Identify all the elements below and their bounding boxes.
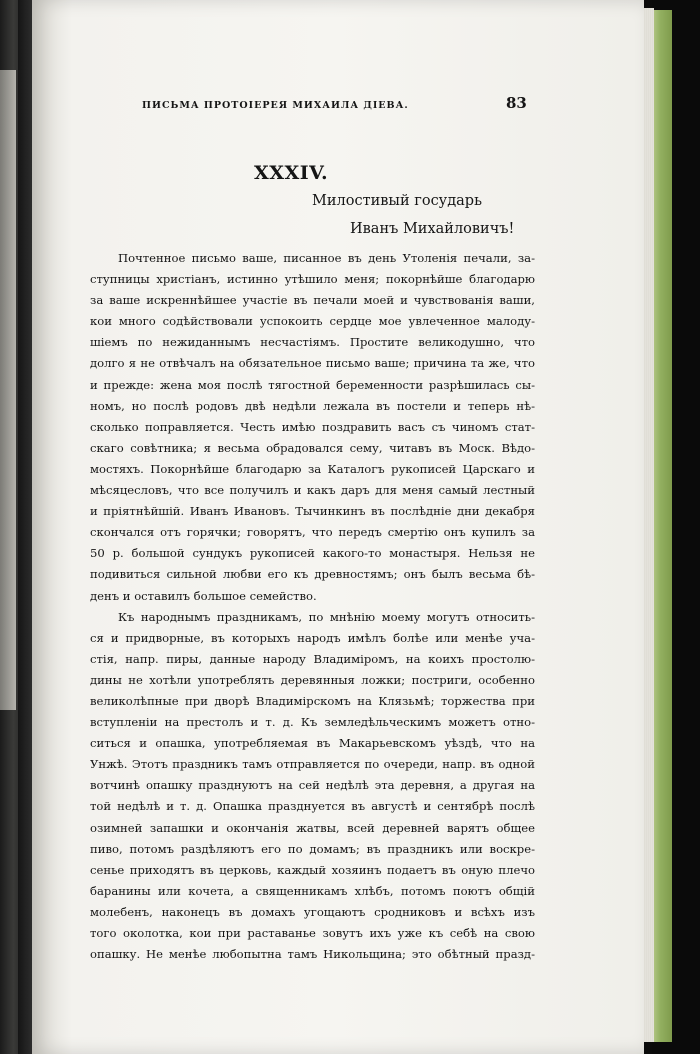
text-line: мѣсяцесловъ, что все получилъ и какъ даръ для меня самый лестный xyxy=(90,483,535,498)
text-line: ступницы христіанъ, истинно утѣшило меня; покорнѣйше благодарю xyxy=(90,272,535,287)
left-page-strip xyxy=(0,70,16,710)
text-line: вотчинѣ опашку празднуютъ на сей недѣлѣ эта деревня, а другая на xyxy=(90,778,535,793)
text-line: той недѣлѣ и т. д. Опашка празднуется въ августѣ и сентябрѣ послѣ xyxy=(90,799,535,814)
text-line: пиво, потомъ раздѣляютъ его по домамъ; въ праздникъ или воскре- xyxy=(90,841,535,856)
text-line: сколько поправляется. Честь имѣю поздравить васъ съ чиномъ стат- xyxy=(90,419,535,434)
text-line: скаго совѣтника; я весьма обрадовался сему, читавъ въ Моск. Вѣдо- xyxy=(90,440,535,455)
salutation-line-1: Милостивый государь xyxy=(312,193,482,209)
text-line: ситься и опашка, употребляемая въ Макарьевскомъ уѣздѣ, что на xyxy=(90,736,535,751)
text-line: вступленіи на престолъ и т. д. Къ земледѣльческимъ можетъ отно- xyxy=(90,715,535,730)
text-line: ся и придворные, въ которыхъ народъ имѣлъ болѣе или менѣе уча- xyxy=(90,630,535,645)
text-line: озимней запашки и окончанія жатвы, всей деревней варятъ общее xyxy=(90,820,535,835)
text-line: великолѣпные при дворѣ Владимірскомъ на Клязьмѣ; торжества при xyxy=(90,693,535,708)
text-line: Унжѣ. Этотъ праздникъ тамъ отправляется по очереди, напр. въ одной xyxy=(90,757,535,772)
text-line: денъ и оставилъ большое семейство. xyxy=(90,588,317,603)
text-line: за ваше искреннѣйшее участіе въ печали моей и чувствованія ваши, xyxy=(90,293,535,308)
running-head: ПИСЬМА ПРОТОІЕРЕЯ МИХАИЛА ДІЕВА. xyxy=(142,100,409,111)
book-page xyxy=(32,0,644,1054)
book-gutter xyxy=(18,0,32,1054)
text-line: и пріятнѣйшій. Иванъ Ивановъ. Тычинкинъ въ послѣдніе дни декабря xyxy=(90,504,535,519)
text-line: молебенъ, наконецъ въ домахъ угощаютъ сродниковъ и всѣхъ изъ xyxy=(90,904,535,919)
text-line: стія, напр. пиры, данные народу Владиміромъ, на коихъ простолю- xyxy=(90,651,535,666)
text-line: скончался отъ горячки; говорятъ, что передъ смертію онъ купилъ за xyxy=(90,525,535,540)
text-line: дины не хотѣли употреблять деревянныя ложки; постриги, особенно xyxy=(90,672,535,687)
body-text xyxy=(90,248,535,965)
letter-heading: XXXIV. xyxy=(254,162,329,184)
text-line: баранины или кочета, а священникамъ хлѣбъ, потомъ поютъ общій xyxy=(90,883,535,898)
text-line: номъ, но послѣ родовъ двѣ недѣли лежала въ постели и теперь нѣ- xyxy=(90,398,535,413)
salutation-line-2: Иванъ Михайловичъ! xyxy=(350,221,515,237)
text-line: подивиться сильной любви его къ древностямъ; онъ былъ весьма бѣ- xyxy=(90,567,535,582)
text-line: шіемъ по нежиданнымъ несчастіямъ. Простите великодушно, что xyxy=(90,335,535,350)
text-line: сенье приходятъ въ церковь, каждый хозяинъ подаетъ въ оную плечо xyxy=(90,862,535,877)
text-line: и прежде: жена моя послѣ тягостной беременности разрѣшилась сы- xyxy=(90,377,535,392)
text-line: Почтенное письмо ваше, писанное въ день Утоленія печали, за- xyxy=(118,251,535,265)
text-line: того околотка, кои при раставанье зовутъ ихъ уже къ себѣ на свою xyxy=(90,926,535,940)
text-line: долго я не отвѣчалъ на обязательное письмо ваше; причина та же, что xyxy=(90,356,535,371)
green-book-cover xyxy=(652,10,672,1042)
text-line: опашку. Не менѣе любопытна тамъ Никольщина; это обѣтный празд- xyxy=(90,947,535,962)
page-number: 83 xyxy=(506,94,527,112)
text-line: 50 р. большой сундукъ рукописей какого-то монастыря. Нельзя не xyxy=(90,546,535,561)
text-line: Къ народнымъ праздникамъ, по мнѣнію моему могутъ относить- xyxy=(118,609,535,624)
text-line: кои много содѣйствовали успокоить сердце мое увлеченное малоду- xyxy=(90,314,535,329)
text-line: мостяхъ. Покорнѣйше благодарю за Каталогъ рукописей Царскаго и xyxy=(90,461,535,476)
